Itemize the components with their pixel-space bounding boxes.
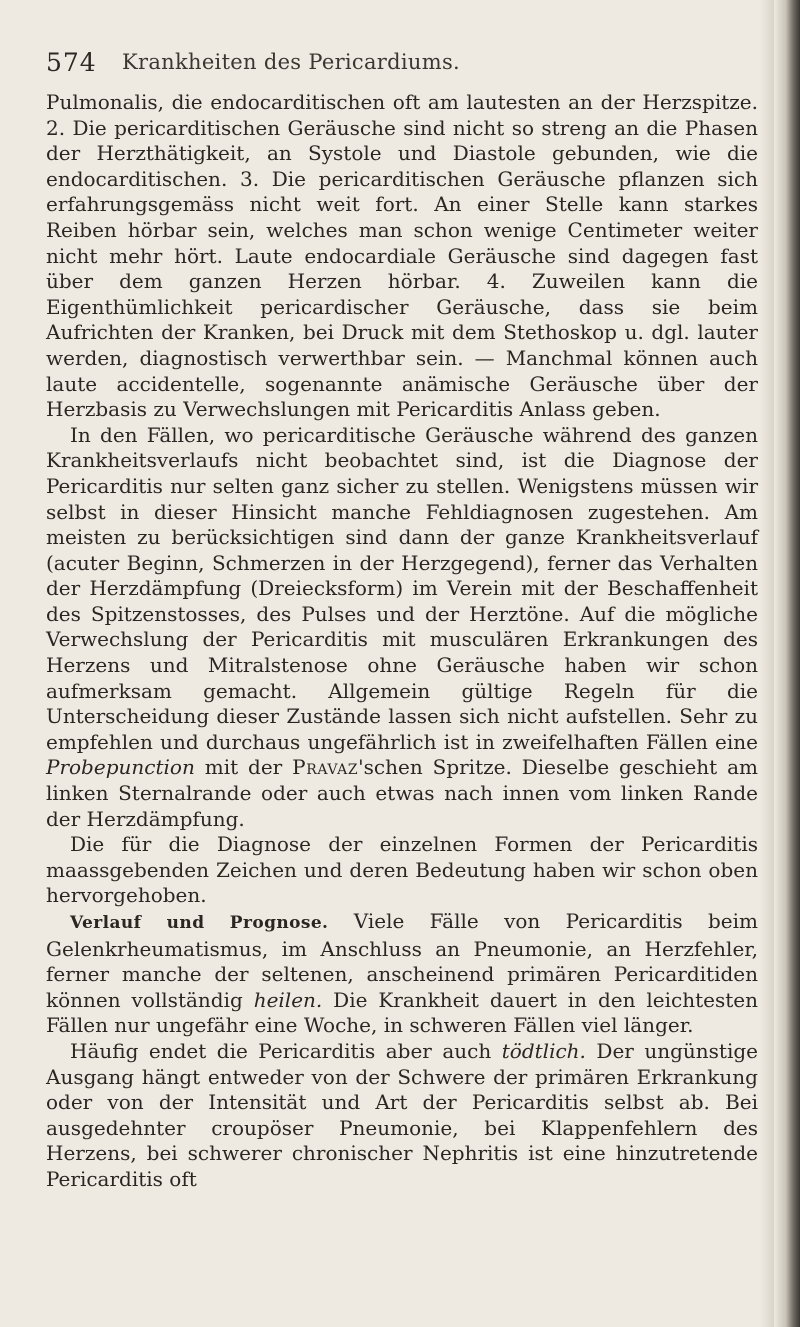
running-title: Krankheiten des Pericardiums.: [122, 50, 460, 74]
paragraph-5: [46, 1039, 758, 1193]
paragraph-4-text-b: Die Krankheit dauert in den leichtesten Fällen nur ungefähr eine Woche, in schweren Fällen viel länger.: [46, 987, 758, 1038]
paragraph-4-text-a: Viele Fälle von Pericarditis beim Gelenkrheumatismus, im Anschluss an Pneumonie, an Herzfehler, ferner manche der seltenen, anscheinend primären Pericarditiden können vollständig: [46, 909, 758, 1012]
probepunction-term: Probepunction: [46, 755, 195, 780]
paragraph-2-text-c: 'schen Spritze. Dieselbe geschieht am linken Sternalrande oder auch etwas nach innen vom linken Rande der Herzdämpfung.: [46, 755, 758, 831]
paragraph-2: [46, 423, 758, 833]
page-number: 574: [46, 48, 97, 77]
pravaz-name: Pravaz: [292, 755, 359, 780]
paragraph-2-text-b: mit der: [194, 755, 293, 780]
body-text: [46, 90, 758, 1193]
book-spine-shadow: [774, 0, 800, 1327]
paragraph-2-text-a: In den Fällen, wo pericarditische Geräusche während des ganzen Krankheitsverlaufs nicht beobachtet sind, ist die Diagnose der Pericarditis nur selten ganz sicher zu stellen. Wenigstens müssen wir selbst in dieser Hinsicht manche Fehldiagnosen zugestehen. Am meisten zu berücksichtigen sind dann der ganze Krankheitsverlauf (acuter Beginn, Schmerzen in der Herzgegend), ferner das Verhalten der Herzdämpfung (Dreiecksform) im Verein mit der Beschaffenheit des Spitzenstosses, des Pulses und der Herztöne. Auf die mögliche Verwechslung der Pericarditis mit musculären Erkrankungen des Herzens und Mitralstenose ohne Geräusche haben wir schon aufmerksam gemacht. Allgemein gültige Regeln für die Unterscheidung dieser Zustände lassen sich nicht aufstellen. Sehr zu empfehlen und durchaus ungefährlich ist in zweifelhaften Fällen eine: [46, 422, 758, 754]
paragraph-1: Pulmonalis, die endocarditischen oft am lautesten an der Herzspitze. 2. Die pericarditischen Geräusche sind nicht so streng an die Phasen der Herzthätigkeit, an Systole und Diastole gebunden, wie die endocarditischen. 3. Die pericarditischen Geräusche pflanzen sich erfahrungsgemäss nicht weit fort. An einer Stelle kann starkes Reiben hörbar sein, welches man schon wenige Centimeter weiter nicht mehr hört. Laute endocardiale Geräusche sind dagegen fast über dem ganzen Herzen hörbar. 4. Zuweilen kann die Eigenthümlichkeit pericardischer Geräusche, dass sie beim Aufrichten der Kranken, bei Druck mit dem Stethoskop u. dgl. lauter werden, diagnostisch verwerthbar sein. — Manchmal können auch laute accidentelle, sogenannte anämische Geräusche über der Herzbasis zu Verwechslungen mit Pericarditis Anlass geben.: [46, 90, 758, 422]
paragraph-5-text-b: Der ungünstige Ausgang hängt entweder von der Schwere der primären Erkrankung oder von der Intensität und Art der Pericarditis selbst ab. Bei ausgedehnter croupöser Pneumonie, bei Klappenfehlern des Herzens, bei schwerer chronischer Nephritis ist eine hinzutretende Pericarditis oft: [46, 1038, 758, 1191]
paragraph-3: Die für die Diagnose der einzelnen Formen der Pericarditis maassgebenden Zeichen und deren Bedeutung haben wir schon oben hervorgehoben.: [46, 832, 758, 908]
page-edge-fade: [760, 0, 774, 1327]
paragraph-4: [46, 909, 758, 1039]
heilen-term: heilen.: [253, 987, 323, 1012]
toedtlich-term: tödtlich.: [501, 1038, 586, 1063]
section-heading-verlauf: Verlauf und Prognose.: [70, 913, 329, 933]
paragraph-5-text-a: Häufig endet die Pericarditis aber auch: [70, 1038, 502, 1063]
